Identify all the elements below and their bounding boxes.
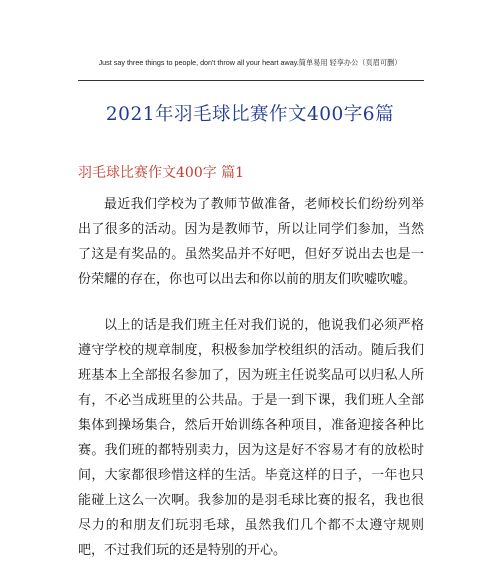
header-divider (78, 80, 424, 81)
page-header: Just say three things to people, don't throw all your heart away.简单易用 轻享办公（页眉可删） (98, 58, 402, 67)
paragraph-1: 最近我们学校为了教师节做准备，老师校长们纷纷列举出了很多的活动。因为是教师节，所以让同学们参加，当然了这是有奖品的。虽然奖品并不好吧，但好歹说出去也是一份荣耀的存在，你也可以出去和你以前的朋友们吹嘘吹嘘。 (78, 197, 424, 287)
section-heading: 羽毛球比赛作文400字 篇1 (78, 165, 245, 181)
document-title: 2021年羽毛球比赛作文400字6篇 (105, 104, 395, 125)
paragraph-2: 以上的话是我们班主任对我们说的，他说我们必须严格遵守学校的规章制度，积极参加学校组织的活动。随后我们班基本上全部报名参加了，因为班主任说奖品可以归私人所有，不必当成班里的公共品。于是一到下课，我们班人全部集体到操场集合，然后开始训练各种项目，准备迎接各种比赛。我们班的都特别卖力，因为这是好不容易才有的放松时间，大家都很珍惜这样的生活。毕竟这样的日子，一年也只能碰上这么一次啊。我参加的是羽毛球比赛的报名，我也很尽力的和朋友们玩羽毛球，虽然我们几个都不太遵守规则吧，不过我们玩的还是特别的开心。 (78, 318, 424, 558)
